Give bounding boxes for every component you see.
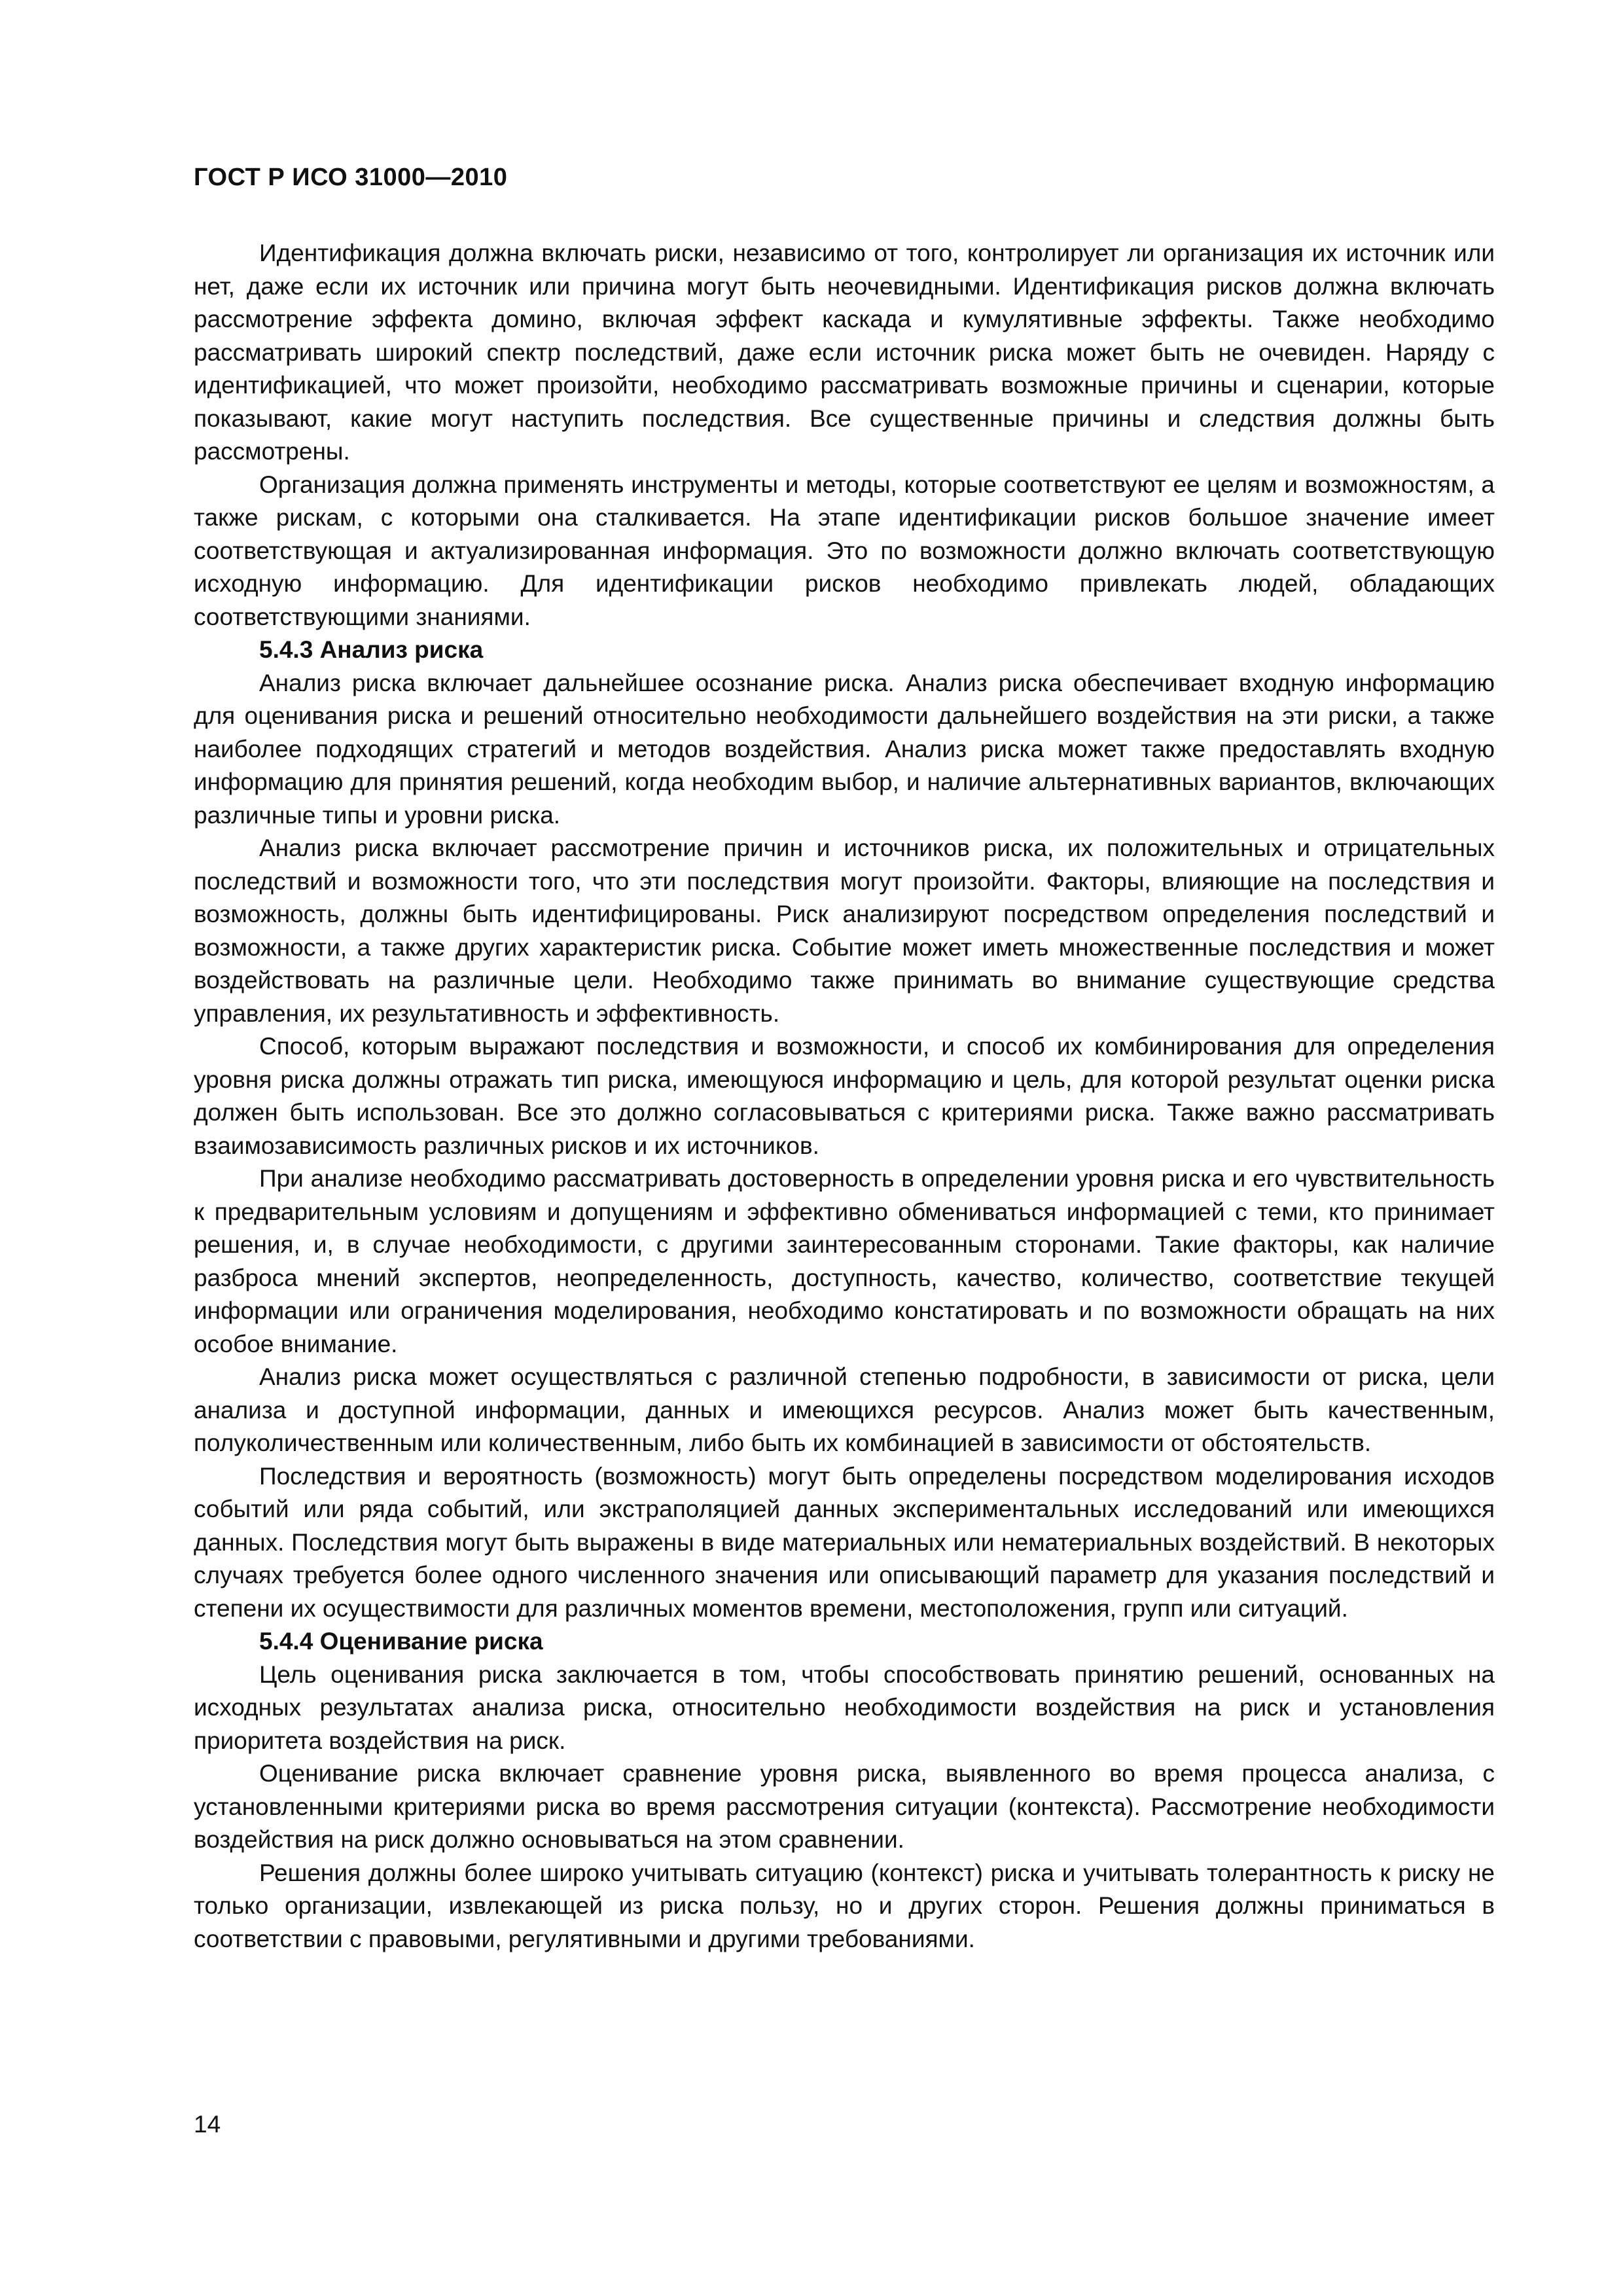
paragraph-evaluation-purpose: Цель оценивания риска заключается в том, чтобы способствовать принятию решений, основанных на исходных результатах анализа риска, относительно необходимости воздействия на риск и установления приоритета воздействия на риск. <box>194 1660 1495 1754</box>
paragraph-evaluation-decisions: Решения должны более широко учитывать ситуацию (контекст) риска и учитывать толерантность к риску не только организации, извлекающей из риска пользу, но и других сторон. Решения должны приниматься в соответствии с правовыми, регулятивными и другими требованиями. <box>194 1859 1495 1952</box>
document-body <box>194 237 1495 1956</box>
paragraph-analysis-causes: Анализ риска включает рассмотрение причин и источников риска, их положительных и отрицательных последствий и возможности того, что эти последствия могут произойти. Факторы, влияющие на последствия и возможность, должны быть идентифицированы. Риск анализируют посредством определения последствий и возможности, а также других характеристик риска. Событие может иметь множественные последствия и может воздействовать на различные цели. Необходимо также принимать во внимание существующие средства управления, их результативность и эффективность. <box>194 834 1495 1027</box>
paragraph-analysis-consequences: Последствия и вероятность (возможность) могут быть определены посредством моделирования исходов событий или ряда событий, или экстраполяцией данных экспериментальных исследований или имеющихся данных. Последствия могут быть выражены в виде материальных или нематериальных воздействий. В некоторых случаях требуется более одного численного значения или описывающий параметр для указания последствий и степени их осуществимости для различных моментов времени, местоположения, групп или ситуаций. <box>194 1462 1495 1622</box>
paragraph-identification-tools: Организация должна применять инструменты и методы, которые соответствуют ее целям и возможностям, а также рискам, с которыми она сталкивается. На этапе идентификации рисков большое значение имеет соответствующая и актуализированная информация. Это по возможности должно включать соответствующую исходную информацию. Для идентификации рисков необходимо привлекать людей, обладающих соответствующими знаниями. <box>194 471 1495 630</box>
standard-header: ГОСТ Р ИСО 31000—2010 <box>194 164 508 191</box>
paragraph-evaluation-comparison: Оценивание риска включает сравнение уровня риска, выявленного во время процесса анализа, с установленными критериями риска во время рассмотрения ситуации (контекста). Рассмотрение необходимости воздействия на риск должно основываться на этом сравнении. <box>194 1760 1495 1853</box>
paragraph-analysis-expression: Способ, которым выражают последствия и возможности, и способ их комбинирования для определения уровня риска должны отражать тип риска, имеющуюся информацию и цель, для которой результат оценки риска должен быть использован. Все это должно согласовываться с критериями риска. Также важно рассматривать взаимозависимость различных рисков и их источников. <box>194 1033 1495 1159</box>
section-heading-risk-analysis: 5.4.3 Анализ риска <box>259 636 484 663</box>
section-heading-risk-evaluation: 5.4.4 Оценивание риска <box>259 1628 543 1655</box>
paragraph-analysis-definition: Анализ риска включает дальнейшее осознание риска. Анализ риска обеспечивает входную информацию для оценивания риска и решений относительно необходимости дальнейшего воздействия на эти риски, а также наиболее подходящих стратегий и методов воздействия. Анализ риска может также предоставлять входную информацию для принятия решений, когда необходим выбор, и наличие альтернативных вариантов, включающих различные типы и уровни риска. <box>194 669 1495 829</box>
page-number: 14 <box>194 2111 221 2138</box>
paragraph-identification-scope: Идентификация должна включать риски, независимо от того, контролирует ли организация их источник или нет, даже если их источник или причина могут быть неочевидными. Идентификация рисков должна включать рассмотрение эффекта домино, включая эффект каскада и кумулятивные эффекты. Также необходимо рассматривать широкий спектр последствий, даже если источник риска может быть не очевиден. Наряду с идентификацией, что может произойти, необходимо рассматривать возможные причины и сценарии, которые показывают, какие могут наступить последствия. Все существенные причины и следствия должны быть рассмотрены. <box>194 240 1495 465</box>
paragraph-analysis-confidence: При анализе необходимо рассматривать достоверность в определении уровня риска и его чувствительность к предварительным условиям и допущениям и эффективно обмениваться информацией с теми, кто принимает решения, и, в случае необходимости, с другими заинтересованным сторонами. Такие факторы, как наличие разброса мнений экспертов, неопределенность, доступность, качество, количество, соответствие текущей информации или ограничения моделирования, необходимо констатировать и по возможности обращать на них особое внимание. <box>194 1165 1495 1357</box>
paragraph-analysis-detail: Анализ риска может осуществляться с различной степенью подробности, в зависимости от риска, цели анализа и доступной информации, данных и имеющихся ресурсов. Анализ может быть качественным, полуколичественным или количественным, либо быть их комбинацией в зависимости от обстоятельств. <box>194 1363 1495 1456</box>
